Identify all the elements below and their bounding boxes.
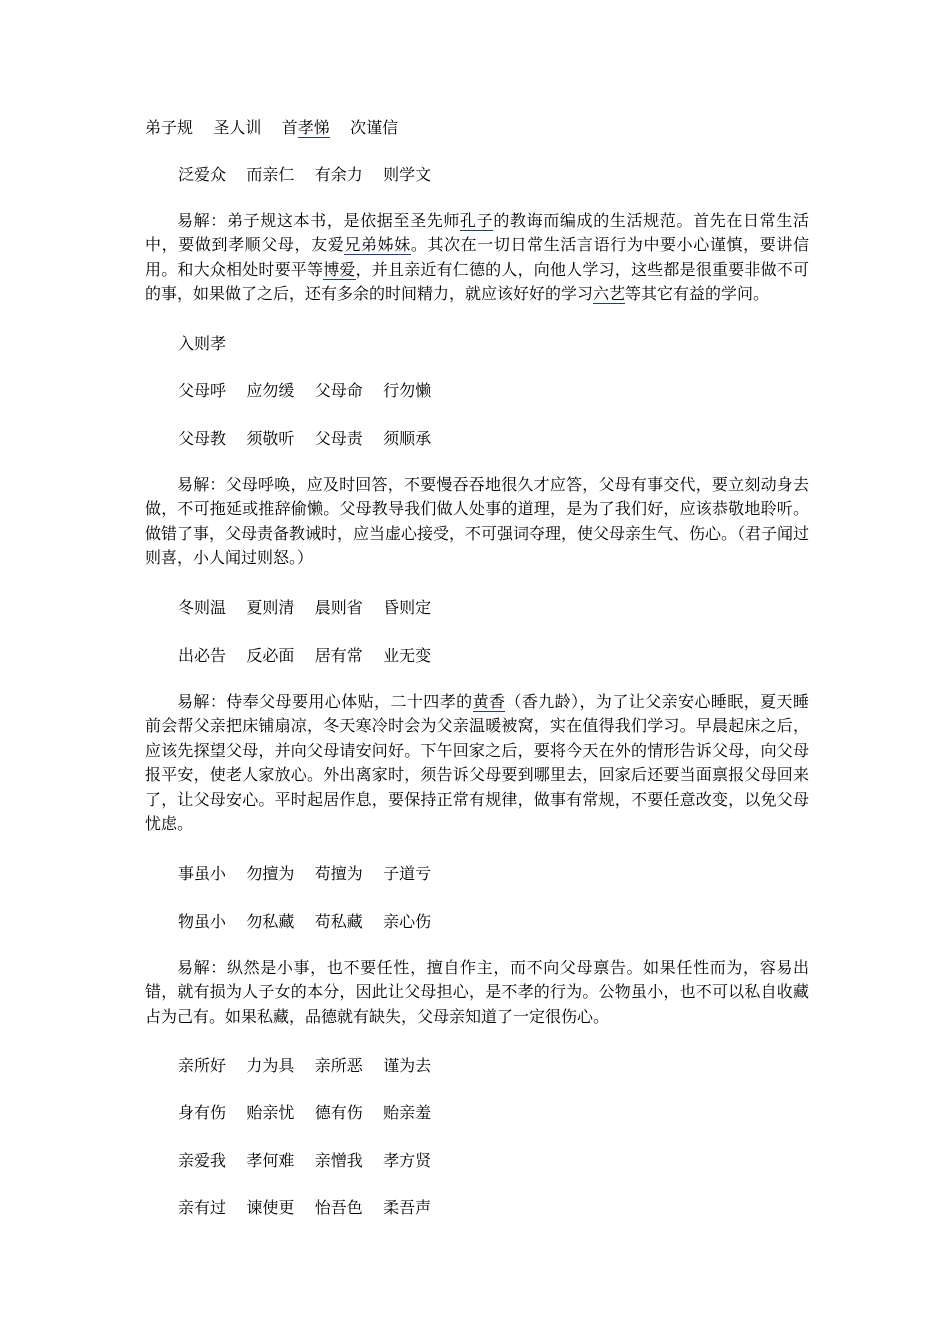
verse-phrase: 应勿缓 [246, 381, 295, 400]
verse-phrase: 苟私藏 [314, 912, 363, 931]
para-text: ，并且亲近有仁德的人，向他人学习，这些都是很重要非做不可的事，如果做了之后，还有多余的时间精力，就应该好好的学习 [145, 259, 809, 304]
verse-phrase: 苟擅为 [314, 864, 363, 883]
verse-phrase: 父母命 [314, 381, 363, 400]
verse-phrase: 则学文 [383, 165, 432, 184]
verse-phrase: 德有伤 [314, 1103, 363, 1122]
verse-line [178, 598, 431, 618]
verse-phrase: 亲所恶 [314, 1056, 363, 1075]
explanation-paragraph [145, 690, 809, 836]
verse-line [178, 165, 431, 185]
verse-phrase: 父母责 [314, 429, 363, 448]
verse-line [178, 1103, 431, 1123]
para-text: 。其次在一切日常生活言语行为中要小心谨慎，要讲信用。和大众相处时要平等 [145, 235, 809, 279]
verse-line [178, 429, 431, 449]
verse-phrase: 反必面 [246, 646, 295, 665]
link-liuyi[interactable]: 六艺 [593, 284, 626, 304]
title-part: 次谨信 [350, 118, 399, 137]
verse-phrase: 夏则清 [246, 598, 295, 617]
verse-phrase: 居有常 [314, 646, 363, 665]
para-text: 等其它有益的学问。 [625, 284, 770, 304]
verse-phrase: 子道亏 [383, 864, 432, 883]
verse-phrase: 父母呼 [178, 381, 227, 400]
para-text: （香九龄），为了让父亲安心睡眠，夏天睡前会帮父亲把床铺扇凉，冬天寒冷时会为父亲温暖被窝，实在值得我们学习。早晨起床之后，应该先探望父母，并向父母请安问好。下午回家之后，要将今天在外的情形告诉父母，向父母报平安，使老人家放心。外出离家时，须告诉父母要到哪里去，回家后还要当面禀报父母回来了，让父母安心。平时起居作息，要保持正常有规律，做事有常规，不要任意改变，以免父母忧虑。 [145, 692, 809, 834]
verse-phrase: 力为具 [246, 1056, 295, 1075]
verse-line [178, 1056, 431, 1076]
verse-phrase: 亲憎我 [314, 1151, 363, 1170]
link-kongzi[interactable]: 孔子 [460, 211, 494, 230]
verse-phrase: 亲有过 [178, 1198, 227, 1217]
verse-phrase: 柔吾声 [383, 1198, 432, 1217]
verse-phrase: 业无变 [383, 646, 432, 665]
verse-phrase: 谨为去 [383, 1056, 432, 1075]
verse-phrase: 孝何难 [246, 1151, 295, 1170]
explanation-paragraph: 易解：父母呼唤，应及时回答，不要慢吞吞地很久才应答，父母有事交代，要立刻动身去做，不可拖延或推辞偷懒。父母教导我们做人处事的道理，是为了我们好，应该恭敬地聆听。做错了事，父母责备教诫时，应当虚心接受，不可强词夺理，使父母亲生气、伤心。（君子闻过则喜，小人闻过则怒。） [145, 475, 810, 568]
section-heading: 入则孝 [178, 334, 227, 353]
verse-phrase: 父母教 [178, 429, 227, 448]
para-text: 易解：弟子规这本书，是依据至圣先师 [177, 211, 461, 230]
verse-line [178, 912, 431, 932]
verse-phrase: 须顺承 [383, 429, 432, 448]
verse-phrase: 勿私藏 [246, 912, 295, 931]
verse-phrase: 有余力 [314, 165, 363, 184]
verse-line [178, 646, 431, 666]
verse-phrase: 行勿懒 [383, 381, 432, 400]
para-text: 的教诲而编成的生活规范。首先在日常生活中，要做到孝顺父母，友爱 [145, 211, 809, 255]
verse-phrase: 怡吾色 [314, 1198, 363, 1217]
title-line [145, 118, 398, 138]
explanation-paragraph: 易解：纵然是小事，也不要任性，擅自作主，而不向父母禀告。如果任性而为，容易出错，就有损为人子女的本分，因此让父母担心，是不孝的行为。公物虽小，也不可以私自收藏占为己有。如果私藏，品德就有缺失，父母亲知道了一定很伤心。 [145, 958, 809, 1026]
verse-phrase: 出必告 [178, 646, 227, 665]
verse-phrase: 而亲仁 [246, 165, 295, 184]
verse-phrase: 冬则温 [178, 598, 227, 617]
verse-phrase: 孝方贤 [383, 1151, 432, 1170]
verse-phrase: 贻亲忧 [246, 1103, 295, 1122]
verse-phrase: 勿擅为 [246, 864, 295, 883]
link-boai[interactable]: 博爱 [323, 259, 356, 279]
link-siblings[interactable]: 兄弟姊妹 [344, 235, 411, 255]
para-text: 易解：侍奉父母要用心体贴，二十四孝的 [177, 692, 473, 711]
verse-phrase: 晨则省 [314, 598, 363, 617]
verse-phrase: 亲爱我 [178, 1151, 227, 1170]
verse-phrase: 事虽小 [178, 864, 227, 883]
verse-phrase: 贻亲羞 [383, 1103, 432, 1122]
title-part: 圣人训 [213, 118, 262, 137]
verse-line [178, 864, 431, 884]
verse-line [178, 381, 431, 401]
verse-phrase: 物虽小 [178, 912, 227, 931]
verse-phrase: 亲所好 [178, 1056, 227, 1075]
verse-line [178, 1198, 431, 1218]
verse-phrase: 谏使更 [246, 1198, 295, 1217]
title-part: 弟子规 [145, 118, 194, 137]
verse-phrase: 须敬听 [246, 429, 295, 448]
verse-phrase: 身有伤 [178, 1103, 227, 1122]
link-xiaoti[interactable]: 孝悌 [297, 118, 330, 137]
verse-phrase: 亲心伤 [383, 912, 432, 931]
verse-line [178, 1151, 431, 1171]
verse-phrase: 泛爱众 [178, 165, 227, 184]
verse-phrase: 昏则定 [383, 598, 432, 617]
explanation-paragraph [145, 209, 809, 307]
link-huangxiang[interactable]: 黄香 [472, 692, 506, 711]
title-part: 首 [281, 118, 298, 137]
